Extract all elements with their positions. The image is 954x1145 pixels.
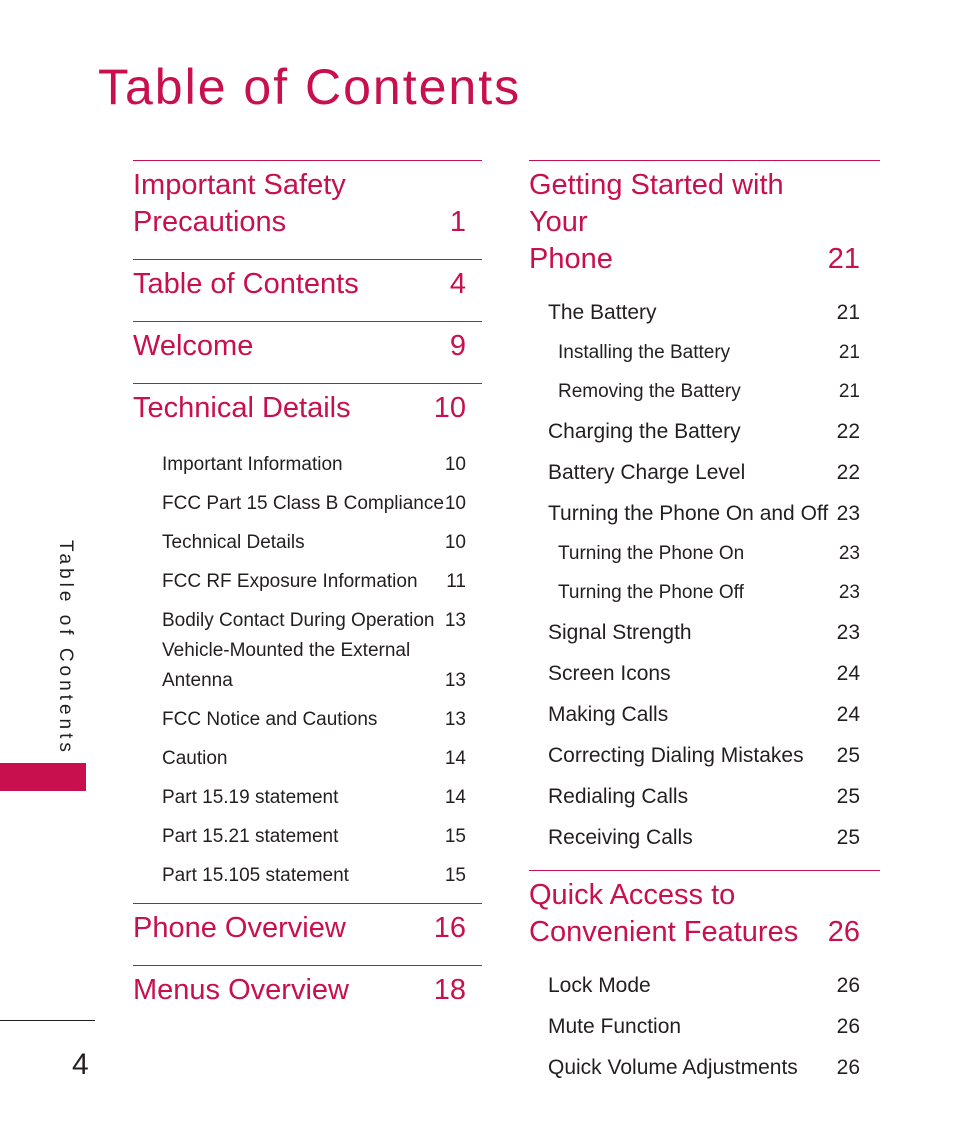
toc-entry-title: Part 15.21 statement [162,826,339,847]
toc-section-title: Getting Started with Your Phone [529,169,784,275]
toc-entry-page: 22 [836,461,860,484]
toc-entry-page: 26 [836,974,860,997]
toc-entry-title: Turning the Phone Off [558,582,744,603]
toc-section-page: 18 [433,974,466,1006]
toc-entry[interactable] [529,776,880,817]
toc-entry-page: 24 [836,662,860,685]
toc-entry[interactable] [133,441,482,480]
toc-entry-page: 25 [836,744,860,767]
toc-entry-page: 11 [446,571,466,592]
toc-section-title: Welcome [133,330,254,362]
toc-section-page: 4 [449,268,466,300]
page-title: Table of Contents [98,59,522,115]
toc-entry-page: 24 [836,703,860,726]
toc-section-page: 21 [827,243,860,275]
toc-entry[interactable] [529,493,880,534]
toc-entry-page: 26 [836,1015,860,1038]
toc-subentry[interactable] [529,534,880,573]
toc-entry-title: Bodily Contact During Operation [162,610,435,631]
side-tab-marker [0,763,86,791]
toc-section-page: 16 [433,912,466,944]
toc-section-title: Technical Details [133,392,351,424]
toc-section [529,160,880,870]
toc-entry-page: 21 [836,301,860,324]
toc-entry[interactable] [529,965,880,1006]
toc-entry-title: The Battery [548,301,657,324]
toc-entry-page: 10 [444,454,466,475]
toc-entry[interactable] [133,597,482,636]
toc-entry-title: Removing the Battery [558,381,741,402]
toc-entry-title: Vehicle-Mounted the External Antenna [162,640,411,691]
toc-entry-title: FCC Notice and Cautions [162,709,378,730]
toc-entry-title: Quick Volume Adjustments [548,1056,798,1079]
toc-entry[interactable] [133,852,482,891]
toc-section-title: Phone Overview [133,912,346,944]
toc-entry-title: FCC Part 15 Class B Compliance [162,493,444,514]
toc-entry[interactable] [529,452,880,493]
toc-entry-title: Battery Charge Level [548,461,746,484]
toc-entry[interactable] [133,636,482,696]
toc-entry[interactable] [529,817,880,858]
toc-section-heading[interactable] [529,161,880,296]
toc-entry-page: 13 [444,670,466,691]
toc-section [133,160,482,259]
toc-entry-page: 14 [444,748,466,769]
toc-section-heading[interactable] [133,904,482,965]
side-tab-label: Table of Contents [55,540,76,756]
toc-entry-title: Turning the Phone On and Off [548,502,829,525]
footer-divider [0,1020,95,1021]
toc-entry-title: Correcting Dialing Mistakes [548,744,804,767]
toc-subentry[interactable] [529,333,880,372]
toc-entry-title: Signal Strength [548,621,692,644]
toc-entry-page: 23 [838,582,860,603]
toc-entry-list [529,292,880,870]
toc-entry-title: Important Information [162,454,343,475]
toc-entry-page: 15 [444,826,466,847]
toc-entry-page: 23 [838,543,860,564]
toc-entry[interactable] [529,1006,880,1047]
toc-entry-page: 13 [444,709,466,730]
toc-section-page: 9 [449,330,466,362]
toc-section-title: Important Safety Precautions [133,169,346,238]
toc-entry-page: 21 [838,342,860,363]
toc-section-title: Table of Contents [133,268,359,300]
toc-section [133,903,482,965]
toc-entry[interactable] [133,735,482,774]
toc-entry[interactable] [529,735,880,776]
toc-section-title: Quick Access to Convenient Features [529,879,799,948]
toc-left-column [133,160,482,1027]
toc-section-heading[interactable] [133,260,482,321]
toc-entry[interactable] [529,292,880,333]
toc-entry-title: Making Calls [548,703,669,726]
toc-entry-page: 26 [836,1056,860,1079]
toc-entry-title: Redialing Calls [548,785,689,808]
toc-entry-title: FCC RF Exposure Information [162,571,418,592]
toc-entry-title: Technical Details [162,532,305,553]
toc-entry-title: Charging the Battery [548,420,741,443]
toc-entry-page: 21 [838,381,860,402]
toc-entry-page: 15 [444,865,466,886]
page-number: 4 [72,1048,89,1081]
toc-subentry[interactable] [529,573,880,612]
toc-entry-list [529,965,880,1100]
toc-section [133,383,482,903]
toc-section-heading[interactable] [133,322,482,383]
toc-entry-title: Part 15.19 statement [162,787,339,808]
toc-section-heading[interactable] [529,871,880,969]
toc-entry[interactable] [133,519,482,558]
toc-entry-page: 25 [836,826,860,849]
toc-section-page: 26 [827,916,860,948]
toc-entry[interactable] [133,558,482,597]
toc-entry[interactable] [133,774,482,813]
toc-section-heading[interactable] [133,966,482,1027]
toc-entry-page: 23 [836,502,860,525]
toc-section [133,965,482,1027]
toc-section-heading[interactable] [133,384,482,445]
toc-entry[interactable] [529,1047,880,1088]
toc-section-page: 10 [433,392,466,424]
toc-entry[interactable] [529,612,880,653]
toc-entry-title: Turning the Phone On [558,543,745,564]
toc-section [133,259,482,321]
toc-entry-page: 10 [444,532,466,553]
toc-entry-title: Screen Icons [548,662,671,685]
toc-entry[interactable] [133,813,482,852]
toc-entry[interactable] [529,411,880,452]
toc-entry[interactable] [529,694,880,735]
toc-entry-title: Part 15.105 statement [162,865,349,886]
toc-entry-page: 23 [836,621,860,644]
toc-entry-title: Mute Function [548,1015,682,1038]
toc-section [529,870,880,1100]
toc-subentry[interactable] [529,372,880,411]
toc-entry-title: Receiving Calls [548,826,693,849]
toc-entry-title: Caution [162,748,228,769]
toc-entry[interactable] [133,696,482,735]
toc-entry-list [133,441,482,903]
toc-right-column [529,160,880,1100]
toc-entry-title: Lock Mode [548,974,651,997]
toc-entry-page: 22 [836,420,860,443]
toc-entry-page: 13 [444,610,466,631]
toc-section [133,321,482,383]
toc-entry-page: 25 [836,785,860,808]
toc-entry-page: 10 [444,493,466,514]
toc-section-heading[interactable] [133,161,482,259]
toc-entry-title: Installing the Battery [558,342,731,363]
toc-entry[interactable] [133,480,482,519]
toc-section-title: Menus Overview [133,974,349,1006]
toc-section-page: 1 [449,206,466,238]
toc-entry-page: 14 [444,787,466,808]
toc-entry[interactable] [529,653,880,694]
